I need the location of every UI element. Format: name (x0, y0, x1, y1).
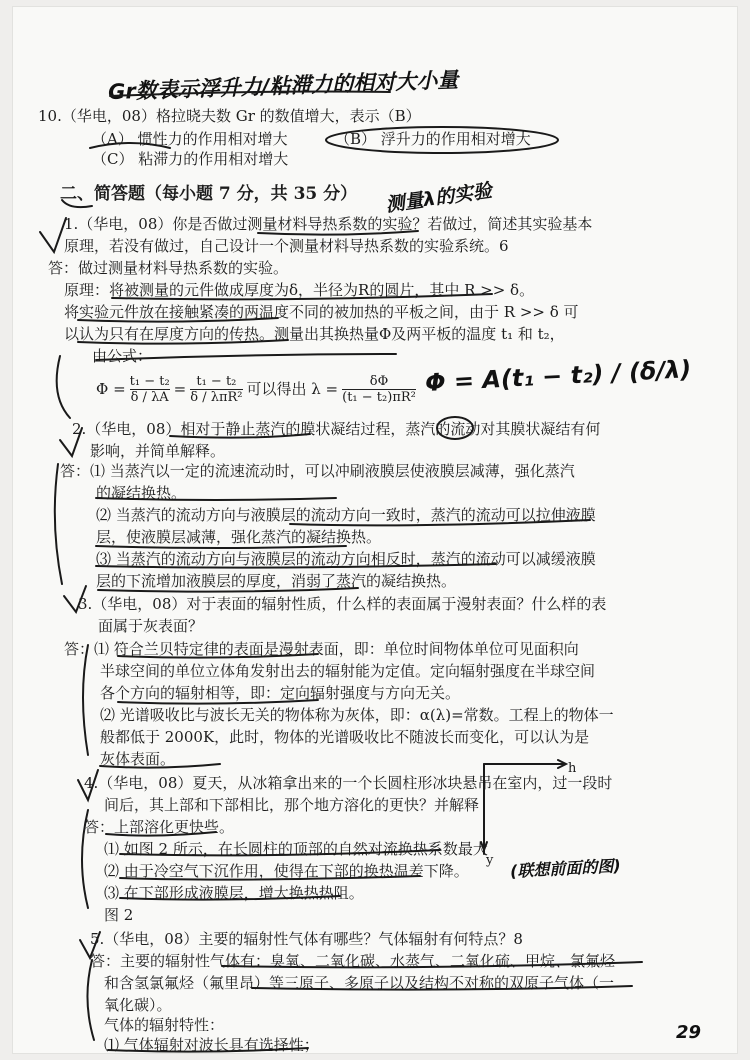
q10-option-b: （B） 浮升力的作用相对增大 (335, 130, 531, 148)
handwritten-formula: Φ = A(t₁ − t₂) / (δ/λ) (424, 355, 692, 397)
fraction-1-denominator: δ / λA (130, 389, 169, 405)
q4-answer-line-4: ⑶ 在下部形成液膜层，增大换热热阻。 (104, 884, 364, 902)
q4-figure-caption: 图 2 (104, 906, 134, 924)
q5-answer-line-3: 氧化碳）。 (104, 996, 172, 1014)
q3-answer-line-2: 半球空间的单位立体角发射出去的辐射能为定值。定向辐射强度在半球空间 (100, 662, 596, 680)
q2-answer-line-2: 的凝结换热。 (96, 484, 187, 502)
formula-fraction-3 (342, 374, 416, 405)
section-2-title: 二、简答题（每小题 7 分，共 35 分） (60, 184, 358, 204)
q5-answer-line-1: 答：主要的辐射性气体有：臭氧、二氧化碳、水蒸气、二氧化硫、甲烷、氯氟烃 (90, 952, 616, 970)
q2-answer-line-5: ⑶ 当蒸汽的流动方向与液膜层的流动方向相反时，蒸汽的流动可以减缓液膜 (96, 550, 596, 568)
q2-answer-line-4: 层，使液膜层减薄，强化蒸汽的凝结换热。 (96, 528, 382, 546)
q2-stem-line-2: 影响，并简单解释。 (90, 442, 226, 460)
q1-stem-line-1: 1.（华电，08）你是否做过测量材料导热系数的实验？若做过，简述其实验基本 (64, 215, 593, 233)
q3-answer-line-3: 各个方向的辐射相等，即：定向辐射强度与方向无关。 (100, 684, 461, 702)
formula-fraction-1 (130, 374, 170, 405)
q4-stem-line-2: 间后，其上部和下部相比，那个地方溶化的更快？并解释 (104, 796, 480, 814)
formula-fraction-2 (190, 374, 242, 405)
q3-answer-line-4: ⑵ 光谱吸收比与波长无关的物体称为灰体，即：α(λ)=常数。工程上的物体一 (100, 706, 614, 724)
q2-answer-line-6: 层的下流增加液膜层的厚度，消弱了蒸汽的凝结换热。 (96, 572, 457, 590)
q2-answer-line-3: ⑵ 当蒸汽的流动方向与液膜层的流动方向一致时，蒸汽的流动可以拉伸液膜 (96, 506, 596, 524)
q1-formula: Φ = $\frac{\text{t₁ − t₂}}{\delta / \lambda A}$ = $\frac{\text{t₁ − t₂}}{\text{δ / λπR²}}$ 可以得出 λ = $\frac{\delta\Phi}{\text{(t₁ − t₂)πR²}}$ (96, 373, 416, 405)
q2-stem-line-1: 2.（华电，08）相对于静止蒸汽的膜状凝结过程，蒸汽的流动对其膜状凝结有何 (72, 420, 601, 438)
handwritten-note-figure: (联想前面的图) (509, 856, 622, 881)
formula-phi: Φ = (96, 380, 126, 398)
q1-answer-line-1: 答：做过测量材料导热系数的实验。 (48, 259, 289, 277)
q1-answer-line-4: 以认为只有在厚度方向的传热。测量出其换热量Φ及两平板的温度 t₁ 和 t₂， (64, 325, 565, 343)
q4-answer-line-2: ⑴ 如图 2 所示，在长圆柱的顶部的自然对流换热系数最大 (104, 840, 488, 858)
q1-answer-line-5: 由公式： (92, 347, 153, 365)
q4-answer-line-3: ⑵ 由于冷空气下沉作用，使得在下部的换热温差下降。 (104, 862, 469, 880)
figure-2-axis-h: h (568, 761, 577, 776)
handwritten-note-gr: Gr数表示浮升力/粘滞力的相对大小量 (107, 67, 459, 105)
handwritten-note-measure: 测量λ的实验 (384, 179, 494, 217)
fraction-2-numerator: t₁ − t₂ (196, 373, 237, 389)
formula-middle-text: 可以得出 λ = (246, 380, 339, 398)
q3-answer-line-6: 灰体表面。 (100, 750, 176, 768)
q1-stem-line-2: 原理，若没有做过，自己设计一个测量材料导热系数的实验系统。6 (64, 237, 509, 255)
q4-answer-line-1: 答：上部溶化更快些。 (84, 818, 235, 836)
q10-option-a: （A） 惯性力的作用相对增大 (92, 130, 288, 148)
q3-stem-line-1: 3.（华电，08）对于表面的辐射性质，什么样的表面属于漫射表面？什么样的表 (78, 595, 607, 613)
figure-2-axis-y: y (486, 853, 494, 868)
fraction-1-numerator: t₁ − t₂ (129, 373, 170, 389)
q5-stem-line-1: 5.（华电，08）主要的辐射性气体有哪些？气体辐射有何特点？8 (90, 930, 523, 948)
q1-answer-line-3: 将实验元件放在接触紧凑的两温度不同的被加热的平板之间，由于 R >> δ 可 (64, 303, 579, 321)
q5-answer-line-2: 和含氢氯氟烃（氟里昂）等三原子、多原子以及结构不对称的双原子气体（一 (104, 974, 615, 992)
q3-stem-line-2: 面属于灰表面？ (98, 617, 204, 635)
q10-stem: 10.（华电，08）格拉晓夫数 Gr 的数值增大，表示（B） (38, 107, 421, 125)
q3-answer-line-1: 答：⑴ 符合兰贝特定律的表面是漫射表面，即：单位时间物体单位可见面积向 (64, 640, 579, 658)
q3-answer-line-5: 般都低于 2000K，此时，物体的光谱吸收比不随波长而变化，可以认为是 (100, 728, 590, 746)
q1-answer-line-2: 原理：将被测量的元件做成厚度为δ，半径为R的圆片，其中 R >> δ。 (64, 281, 535, 299)
fraction-3-numerator: δΦ (369, 373, 389, 389)
fraction-2-denominator: δ / λπR² (190, 389, 243, 405)
q2-answer-line-1: 答：⑴ 当蒸汽以一定的流速流动时，可以冲刷液膜层使液膜层减薄，强化蒸汽 (60, 462, 575, 480)
q5-answer-line-4: 气体的辐射特性： (104, 1016, 225, 1034)
q10-option-c: （C） 粘滞力的作用相对增大 (92, 150, 289, 168)
page-number: 29 (676, 1022, 702, 1043)
q5-answer-line-5: ⑴ 气体辐射对波长具有选择性； (104, 1036, 319, 1054)
q4-stem-line-1: 4.（华电，08）夏天，从冰箱拿出来的一个长圆柱形冰块悬吊在室内，过一段时 (84, 774, 613, 792)
fraction-3-denominator: (t₁ − t₂)πR² (342, 389, 416, 405)
